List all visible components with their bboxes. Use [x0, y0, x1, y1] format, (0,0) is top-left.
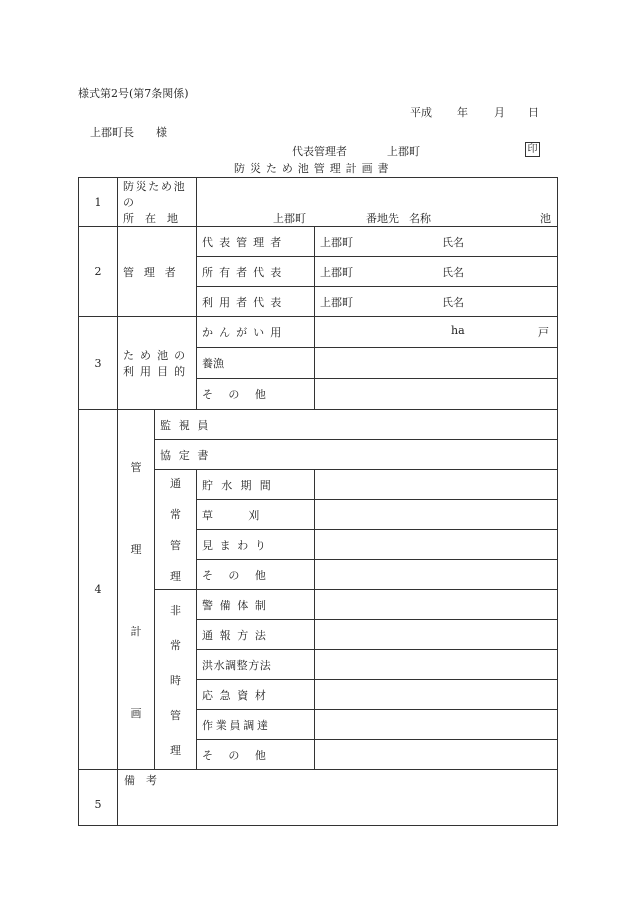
- normal-item-value[interactable]: [315, 530, 558, 560]
- location-pond-suffix: 池: [540, 212, 552, 225]
- management-plan-label: [118, 410, 155, 770]
- emergency-item-value[interactable]: [315, 650, 558, 680]
- plan-char: 画: [130, 706, 142, 720]
- emergency-char: 非: [170, 603, 181, 617]
- emergency-item-label: 応急資材: [197, 680, 315, 710]
- manager-item-label: 利用者代表: [197, 287, 315, 317]
- location-label-line1: 防災ため池の: [123, 180, 187, 209]
- normal-item-value[interactable]: [315, 470, 558, 500]
- unit-households: 戸: [538, 326, 550, 339]
- representative-label: 代表管理者: [292, 145, 347, 158]
- manager-item-label: 代表管理者: [197, 227, 315, 257]
- purpose-item-fishery: 養漁: [202, 357, 225, 370]
- location-value[interactable]: [197, 178, 558, 227]
- row-number: 3: [79, 317, 118, 410]
- purpose-item-value[interactable]: [315, 317, 558, 348]
- manager-town: 上郡町: [320, 265, 354, 279]
- manager-item-label: 所有者代表: [197, 257, 315, 287]
- row-manager: [79, 227, 558, 257]
- location-banchi: 番地先: [366, 212, 400, 225]
- manager-name-label: 氏名: [442, 295, 465, 309]
- manager-name-label: 氏名: [442, 265, 465, 279]
- purpose-item-value[interactable]: [315, 348, 558, 379]
- plan-item-label: 監視員: [155, 410, 558, 440]
- normal-item-label: 草刈: [197, 500, 315, 530]
- manager-name-label: 氏名: [442, 235, 465, 249]
- representative-town: 上郡町: [387, 145, 420, 158]
- location-label: [118, 178, 197, 227]
- form-number: 様式第2号(第7条関係): [78, 87, 189, 100]
- row-management-plan: [79, 410, 558, 440]
- location-name-label: 名称: [409, 212, 432, 225]
- emergency-char: 管: [170, 708, 181, 722]
- emergency-item-value[interactable]: [315, 710, 558, 740]
- row-number: 5: [79, 770, 118, 826]
- normal-item-label: 見まわり: [197, 530, 315, 560]
- emergency-char: 理: [170, 743, 181, 757]
- normal-management-label: [155, 470, 197, 590]
- normal-item-value[interactable]: [315, 560, 558, 590]
- normal-item-value[interactable]: [315, 500, 558, 530]
- date-month-label: 月: [494, 106, 505, 119]
- emergency-item-label: 洪水調整方法: [197, 650, 315, 680]
- emergency-char: 時: [170, 673, 181, 687]
- document-title: 防災ため池管理計画書: [234, 162, 394, 175]
- normal-char: 常: [170, 508, 181, 521]
- unit-ha: ha: [451, 324, 465, 337]
- emergency-item-label: 通報方法: [197, 620, 315, 650]
- emergency-char: 常: [170, 638, 181, 652]
- plan-char: 管: [130, 460, 142, 474]
- row-remarks: [79, 770, 558, 826]
- emergency-management-label: [155, 590, 197, 770]
- manager-town: 上郡町: [320, 295, 354, 309]
- row-purpose: [79, 317, 558, 348]
- emergency-item-value[interactable]: [315, 740, 558, 770]
- emergency-item-value[interactable]: [315, 590, 558, 620]
- normal-item-label: 貯水期間: [197, 470, 315, 500]
- plan-item-label: 協定書: [155, 440, 558, 470]
- emergency-item-value[interactable]: [315, 620, 558, 650]
- plan-char: 計: [130, 624, 142, 638]
- row-location: [79, 178, 558, 227]
- location-town: 上郡町: [273, 212, 307, 225]
- emergency-item-label: 作業員調達: [197, 710, 315, 740]
- location-label-line2: 所 在 地: [123, 212, 178, 225]
- purpose-item-label: その他: [197, 379, 315, 410]
- manager-item-value[interactable]: [315, 287, 558, 317]
- emergency-item-label: 警備体制: [197, 590, 315, 620]
- normal-char: 通: [170, 477, 181, 490]
- manager-item-value[interactable]: [315, 227, 558, 257]
- emergency-item-value[interactable]: [315, 680, 558, 710]
- plan-table: [78, 177, 558, 826]
- remarks-label: 備 考: [124, 774, 157, 787]
- purpose-label-line1: ため池の: [123, 349, 192, 362]
- seal-mark: 印: [525, 142, 540, 157]
- normal-item-label: その他: [197, 560, 315, 590]
- row-number: 4: [79, 410, 118, 770]
- manager-town: 上郡町: [320, 235, 354, 249]
- normal-char: 理: [170, 570, 181, 583]
- row-number: 1: [79, 178, 118, 227]
- purpose-item-label: [197, 348, 315, 379]
- row-number: 2: [79, 227, 118, 317]
- emergency-item-label: その他: [197, 740, 315, 770]
- normal-char: 管: [170, 539, 181, 552]
- manager-item-value[interactable]: [315, 257, 558, 287]
- purpose-item-value[interactable]: [315, 379, 558, 410]
- date-year-label: 年: [457, 106, 468, 119]
- date-day-label: 日: [528, 106, 539, 119]
- purpose-label-line2: 利用目的: [123, 365, 192, 378]
- addressee: 上郡町長 様: [90, 126, 167, 139]
- manager-label: 管理者: [118, 227, 197, 317]
- purpose-item-label: かんがい用: [197, 317, 315, 348]
- date-era: 平成: [410, 106, 432, 119]
- plan-char: 理: [130, 542, 142, 556]
- remarks-cell[interactable]: [118, 770, 558, 826]
- purpose-label: [118, 317, 197, 410]
